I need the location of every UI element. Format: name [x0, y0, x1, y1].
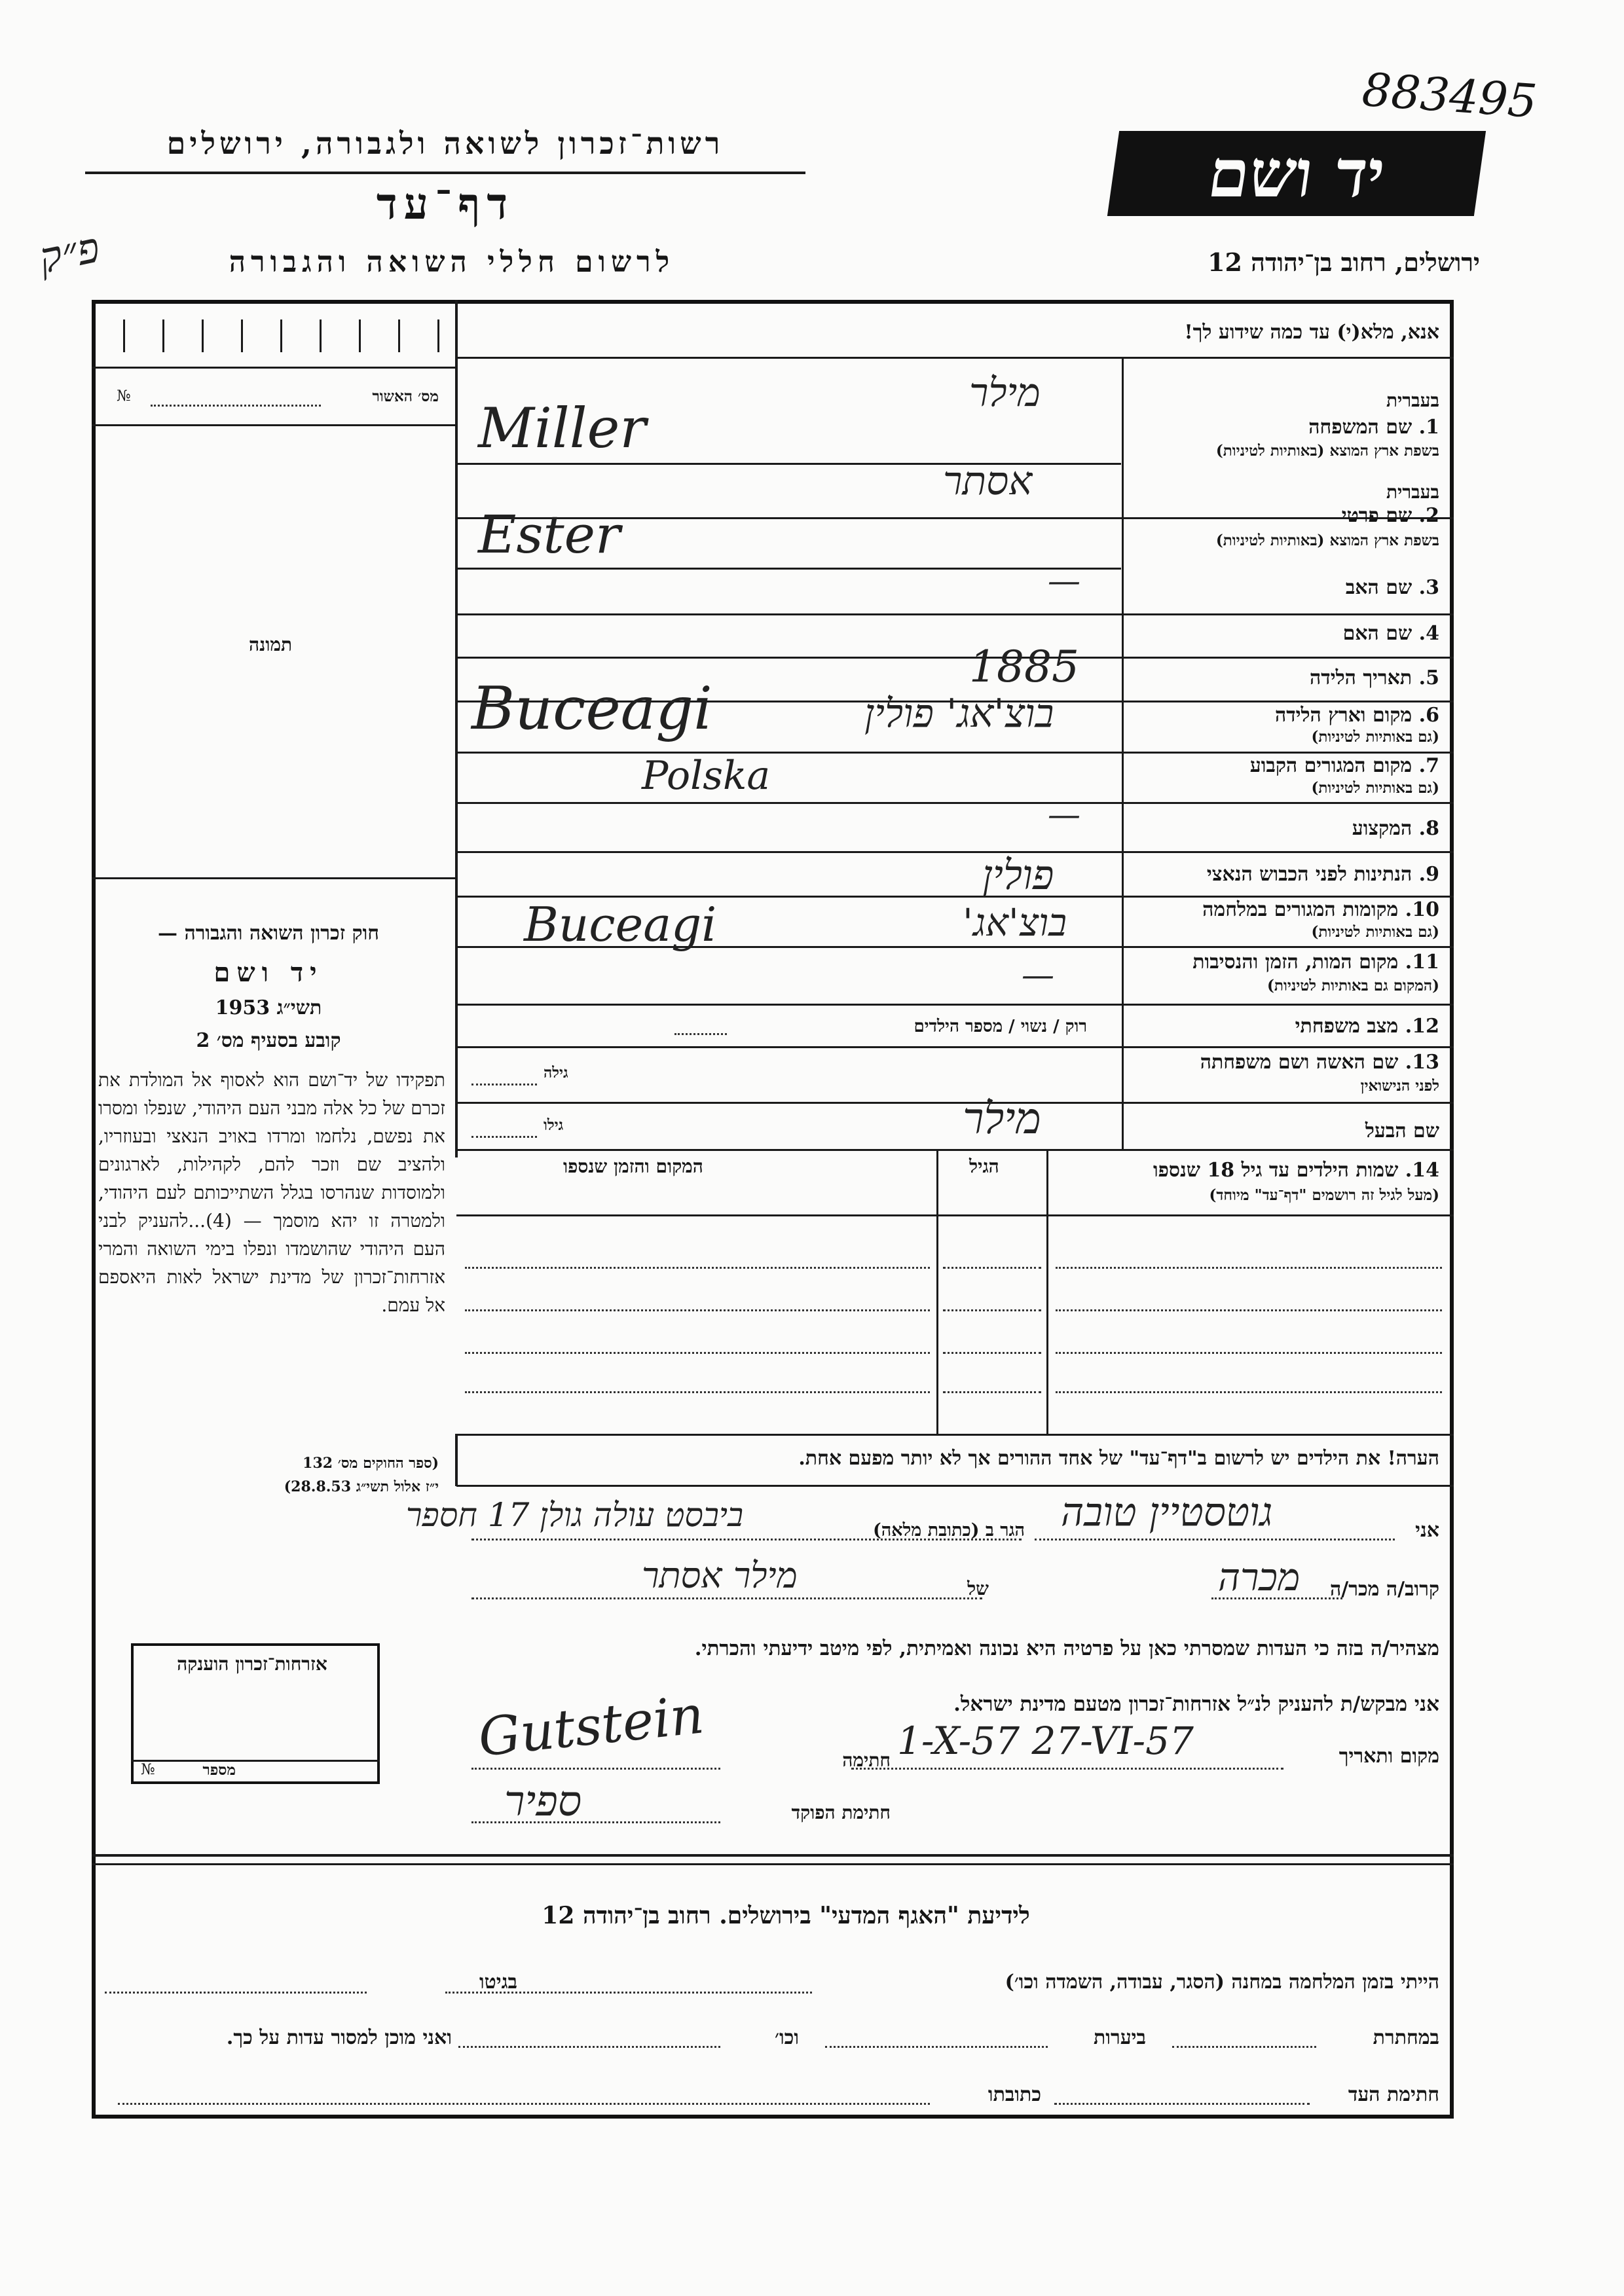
witness-address: ביבסט עולה גולן 17 חספר — [406, 1496, 744, 1534]
officer-signature: ספיר — [504, 1777, 582, 1826]
stamp-number: 883495 — [1360, 62, 1539, 129]
form-title: דף־עד — [376, 178, 515, 229]
birth-place-he: בוצ'אג' פולין — [864, 691, 1054, 737]
logo: יד ושם — [1107, 131, 1486, 216]
of-value: מילר אסתר — [642, 1555, 798, 1596]
footer-title: לידיעת "האגף המדעי" בירושלים. רחוב בן־יהודה 12 — [542, 1902, 1030, 1929]
certificate-number-label: מספר — [202, 1761, 236, 1779]
header-rule — [85, 172, 805, 174]
form-subtitle: לרשום חללי השואה והגבורה — [229, 246, 675, 279]
approval-label: מס׳ האשור — [372, 388, 439, 405]
residence-latin: Polska — [642, 753, 771, 799]
certificate-no: № — [141, 1761, 155, 1778]
note-text: הערה! את הילדים יש לרשום ב"דף־עד" של אחד ההורים אך לא יותר מפעם אחת. — [798, 1447, 1439, 1470]
label-column-divider — [1122, 357, 1124, 1150]
law-text: תפקידו של יד־ושם הוא לאסוף אל המולדת את זכרם של כל אלה מבני העם היהודי, שנפלו ומסרו את נפשם, נלחמו ומרדו באויב הנאצי ובעוזריו, ולהציב שם וזכר להם, לקהילות, לארגונים ולמוסדות שנהרסו בגלל השתייכותם לעם היהודי, ולמטרה זו יהא מוסמך — (4)...להעניק לבני העם היהודי שהושמדו ונפלו בימי השואה והמרי אזרחות־זכרון של מדינת ישראל לאות היאספם אל עמם. — [98, 1069, 445, 1316]
place-date: 1-X-57 27-VI-57 — [897, 1719, 1194, 1763]
children-col-age: הגיל — [969, 1156, 999, 1177]
first-name-he: אסתר — [943, 458, 1033, 504]
wartime-residence-latin: Buceagi — [524, 897, 717, 952]
photo-label: תמונה — [249, 634, 293, 655]
family-name-latin: Miller — [478, 396, 646, 460]
husband-name-value: מילר — [963, 1093, 1041, 1144]
first-name-latin: Ester — [478, 504, 621, 565]
wartime-residence-he: בוצ'אג' — [963, 900, 1067, 945]
nationality-value: פולין — [982, 851, 1054, 899]
witness-name: גוטסטיין טובה — [1061, 1489, 1273, 1535]
left-panel-divider — [455, 300, 458, 1157]
children-col-place: המקום והזמן שנספו — [563, 1156, 703, 1177]
family-name-he: מילר — [969, 370, 1041, 416]
authority-name: רשות־זכרון לשואה ולגבורה, ירושלים — [166, 126, 724, 161]
certificate-title: אזרחות־זכרון הוענקה — [177, 1653, 327, 1675]
header-address: ירושלים, רחוב בן־יהודה 12 — [1208, 247, 1480, 277]
law-name: יד ושם — [213, 957, 323, 988]
law-ref-2: י״ז אלול תשי״ג 28.8.53) — [284, 1478, 439, 1495]
children-label: 14. שמות הילדים עד גיל 18 שנספו — [1153, 1159, 1439, 1182]
margin-note: פ״ק — [35, 223, 104, 283]
intro-text: אנא, מלא(י) עד כמה שידוע לך! — [1184, 321, 1439, 344]
law-title: חוק זכרון השואה והגבורה — — [158, 922, 379, 945]
approval-no: № — [117, 388, 131, 405]
law-ref-1: (ספר החוקים מס׳ 132 — [303, 1455, 439, 1472]
law-year: תשי״ג 1953 — [215, 996, 322, 1019]
birth-place-latin: Buceagi — [471, 674, 712, 743]
birth-date-value: 1885 — [969, 642, 1079, 692]
law-section: קובע בסעיף מס׳ 2 — [196, 1029, 341, 1052]
witness-signature: Gutstein — [475, 1684, 707, 1768]
